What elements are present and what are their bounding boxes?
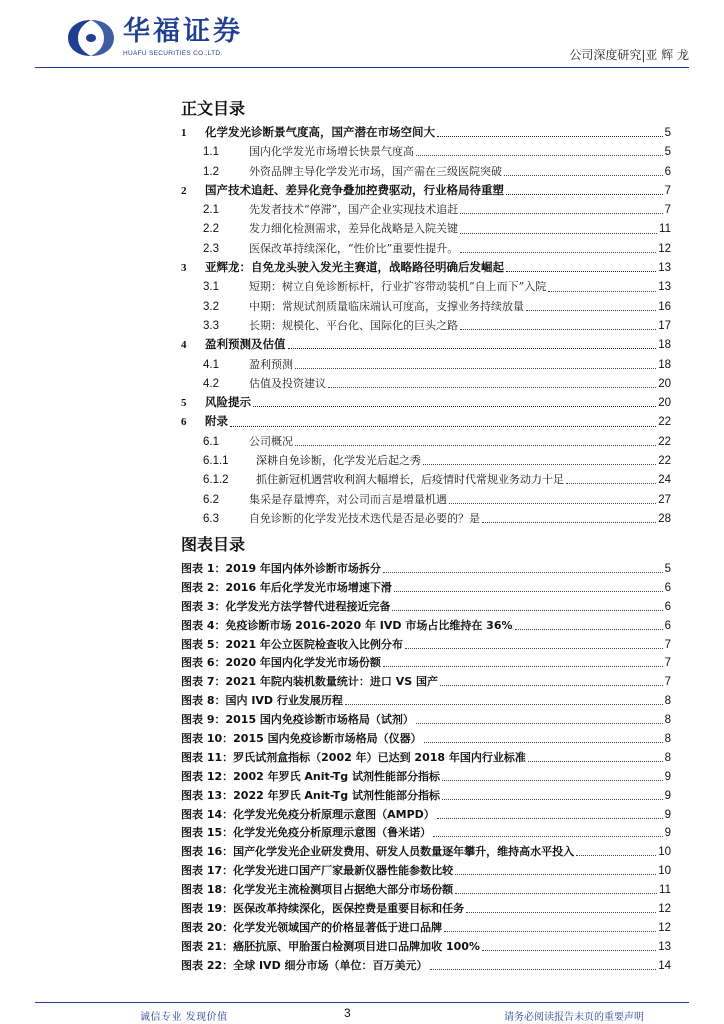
toc-entry[interactable] — [181, 259, 671, 278]
toc-entry[interactable] — [181, 356, 671, 375]
toc-entry[interactable] — [181, 124, 671, 143]
toc-entry-page: 22 — [658, 416, 671, 429]
toc-entry-page: 11 — [659, 223, 671, 236]
figure-entry[interactable] — [181, 654, 671, 673]
page-number: 3 — [344, 1006, 351, 1020]
toc-entry-title: 外资品牌主导化学发光市场，国产需在三级医院突破 — [249, 164, 502, 178]
toc-entry[interactable] — [181, 375, 671, 394]
toc-entry[interactable] — [181, 143, 671, 162]
figure-entry-page: 8 — [664, 714, 671, 727]
figure-entry[interactable] — [181, 881, 671, 900]
toc-entry[interactable] — [181, 278, 671, 297]
figure-entry-page: 8 — [664, 733, 671, 746]
dot-leader — [548, 283, 656, 292]
toc-entry[interactable] — [181, 471, 671, 490]
toc-entry-page: 16 — [658, 300, 671, 313]
dot-leader — [460, 244, 656, 253]
figure-entry-page: 13 — [658, 940, 671, 953]
page-header — [0, 0, 724, 80]
figure-entry-title: 图表 16：国产化学发光企业研发费用、研发人员数量逐年攀升，维持高水平投入 — [181, 845, 575, 859]
dot-leader — [405, 640, 663, 649]
figure-entry[interactable] — [181, 843, 671, 862]
toc-title: 正文目录 — [181, 99, 246, 118]
toc-entry-number: 6.3 — [203, 512, 219, 525]
toc-entry[interactable] — [181, 452, 671, 471]
toc-entry-title: 自免诊断的化学发光技术迭代是否是必要的？是 — [249, 511, 480, 525]
figure-entry-title: 图表 9：2015 国内免疫诊断市场格局（试剂） — [181, 713, 414, 727]
dot-leader — [437, 810, 663, 819]
dot-leader — [460, 225, 657, 234]
figure-entry-title: 图表 11：罗氏试剂盒指标（2002 年）已达到 2018 年国内行业标准 — [181, 750, 526, 764]
dot-leader — [295, 360, 656, 369]
footer-disclaimer: 请务必阅读报告末页的重要声明 — [504, 1012, 644, 1023]
toc-entry-number: 3 — [181, 262, 187, 275]
dot-leader — [328, 379, 656, 388]
toc-entry-title: 盈利预测 — [249, 357, 293, 371]
brand-name-en: HUAFU SECURITIES CO.,LTD. — [123, 50, 223, 57]
dot-leader — [442, 772, 663, 781]
figure-entry[interactable] — [181, 938, 671, 957]
figure-entry-page: 9 — [664, 827, 671, 840]
dot-leader — [253, 398, 656, 407]
figure-entry[interactable] — [181, 711, 671, 730]
figure-entry-title: 图表 2：2016 年后化学发光市场增速下滑 — [181, 580, 392, 594]
figure-entry[interactable] — [181, 636, 671, 655]
figure-entry[interactable] — [181, 692, 671, 711]
toc-entry-number: 4.2 — [203, 377, 219, 390]
figure-entry-title: 图表 1：2019 年国内体外诊断市场拆分 — [181, 562, 381, 575]
figure-entry-page: 7 — [664, 657, 671, 670]
toc-entry-number: 2.2 — [203, 223, 219, 236]
figure-entry-page: 9 — [664, 770, 671, 783]
figure-entry[interactable] — [181, 768, 671, 787]
dot-leader — [482, 514, 656, 523]
toc-entry-page: 5 — [664, 146, 671, 159]
toc-entry-page: 22 — [658, 455, 671, 468]
dot-leader — [392, 602, 662, 611]
toc-entry-title: 集采是存量博弈，对公司而言是增量机遇 — [249, 492, 447, 506]
dot-leader — [442, 791, 663, 800]
toc-entry-number: 6.1.2 — [203, 474, 229, 487]
dot-leader — [455, 885, 657, 894]
table-of-contents — [181, 124, 671, 529]
figure-entry-page: 11 — [659, 884, 671, 897]
toc-entry-title: 发力细化检测需求，差异化战略是入院关键 — [249, 222, 458, 236]
figure-entry-page: 10 — [658, 846, 671, 859]
toc-entry[interactable] — [181, 201, 671, 220]
toc-entry-title: 附录 — [205, 414, 228, 429]
figure-entry-title: 图表 8：国内 IVD 行业发展历程 — [181, 694, 343, 708]
dot-leader — [460, 205, 662, 214]
figure-entry[interactable] — [181, 617, 671, 636]
dot-leader — [383, 564, 663, 573]
toc-entry-page: 7 — [664, 204, 671, 217]
dot-leader — [528, 753, 663, 762]
footer-divider — [35, 1002, 689, 1003]
figure-entry-title: 图表 22：全球 IVD 细分市场（单位：百万美元） — [181, 958, 428, 972]
toc-entry-number: 4.1 — [203, 358, 219, 371]
dot-leader — [423, 456, 656, 465]
dot-leader — [506, 186, 663, 195]
toc-entry-number: 2 — [181, 184, 187, 197]
dot-leader — [383, 658, 663, 667]
toc-entry-page: 17 — [658, 319, 671, 332]
figure-entry-page: 6 — [664, 600, 671, 613]
figure-entry-title: 图表 14：化学发光免疫分析原理示意图（AMPD） — [181, 807, 435, 821]
toc-entry-title: 医保改革持续深化，“性价比”重要性提升。 — [249, 241, 459, 255]
toc-entry-title: 先发者技术“停滞”，国产企业实现技术追赶 — [249, 203, 459, 217]
figure-entry[interactable] — [181, 787, 671, 806]
toc-entry-title: 盈利预测及估值 — [205, 337, 286, 352]
toc-entry[interactable] — [181, 182, 671, 201]
figure-entry-title: 图表 10：2015 国内免疫诊断市场格局（仪器） — [181, 732, 422, 746]
figure-list — [181, 560, 671, 976]
toc-entry[interactable] — [181, 163, 671, 182]
dot-leader — [437, 128, 663, 137]
toc-entry[interactable] — [181, 433, 671, 452]
figure-entry-page: 7 — [664, 638, 671, 651]
toc-entry-page: 6 — [664, 165, 671, 178]
dot-leader — [576, 847, 656, 856]
figure-entry-title: 图表 3：化学发光方法学替代进程接近完备 — [181, 599, 391, 613]
toc-entry-page: 18 — [658, 339, 671, 352]
dot-leader — [295, 437, 656, 446]
figure-entry[interactable] — [181, 598, 671, 617]
figure-entry-page: 8 — [664, 751, 671, 764]
dot-leader — [440, 677, 663, 686]
toc-entry[interactable] — [181, 394, 671, 413]
logo-swirl-icon — [65, 16, 117, 60]
figure-entry-page: 8 — [664, 695, 671, 708]
figure-entry-page: 6 — [664, 581, 671, 594]
figure-entry-title: 图表 20：化学发光领域国产的价格显著低于进口品牌 — [181, 920, 443, 934]
toc-entry-page: 20 — [658, 377, 671, 390]
toc-entry-title: 风险提示 — [205, 395, 251, 410]
dot-leader — [515, 621, 663, 630]
toc-entry-number: 2.1 — [203, 204, 219, 217]
toc-entry-title: 深耕自免诊断，化学发光后起之秀 — [256, 454, 421, 468]
figure-entry-title: 图表 6：2020 年国内化学发光市场份额 — [181, 656, 381, 670]
figure-entry-page: 12 — [658, 921, 671, 934]
toc-entry-page: 18 — [658, 358, 671, 371]
figure-entry-title: 图表 19：医保改革持续深化，医保控费是重要目标和任务 — [181, 902, 465, 916]
figure-entry-page: 6 — [664, 619, 671, 632]
figure-entry[interactable] — [181, 749, 671, 768]
dot-leader — [449, 495, 656, 504]
toc-entry-page: 12 — [658, 242, 671, 255]
figure-entry[interactable] — [181, 806, 671, 825]
toc-entry-page: 28 — [658, 512, 671, 525]
dot-leader — [566, 475, 656, 484]
dot-leader — [416, 147, 663, 156]
dot-leader — [433, 828, 662, 837]
toc-entry-page: 13 — [658, 281, 671, 294]
dot-leader — [345, 696, 663, 705]
dot-leader — [430, 961, 657, 970]
dot-leader — [482, 942, 656, 951]
figure-entry-page: 9 — [664, 789, 671, 802]
toc-entry[interactable] — [181, 491, 671, 510]
dot-leader — [424, 734, 663, 743]
figure-entry[interactable] — [181, 919, 671, 938]
toc-entry-page: 24 — [658, 474, 671, 487]
brand-name-cn: 华福证券 — [123, 16, 243, 47]
figure-entry[interactable] — [181, 957, 671, 976]
figure-entry-title: 图表 15：化学发光免疫分析原理示意图（鲁米诺） — [181, 826, 432, 840]
toc-entry[interactable] — [181, 336, 671, 355]
figure-toc-title: 图表目录 — [181, 535, 246, 554]
toc-entry-page: 7 — [664, 184, 671, 197]
dot-leader — [444, 923, 656, 932]
dot-leader — [288, 340, 657, 349]
header-divider — [35, 67, 689, 68]
figure-entry-page: 5 — [664, 563, 671, 575]
figure-entry[interactable] — [181, 824, 671, 843]
dot-leader — [455, 866, 656, 875]
toc-entry-number: 5 — [181, 397, 187, 410]
toc-entry-page: 20 — [658, 397, 671, 410]
toc-entry[interactable] — [181, 317, 671, 336]
footer-slogan: 诚信专业 发现价值 — [140, 1012, 228, 1023]
toc-entry-number: 1.2 — [203, 165, 219, 178]
figure-entry-page: 9 — [664, 808, 671, 821]
figure-entry-title: 图表 21：癌胚抗原、甲胎蛋白检测项目进口品牌加收 100% — [181, 939, 480, 953]
toc-entry-page: 22 — [658, 435, 671, 448]
toc-entry[interactable] — [181, 510, 671, 529]
toc-entry-number: 4 — [181, 339, 187, 352]
figure-entry-title: 图表 13：2022 年罗氏 Anit-Tg 试剂性能部分指标 — [181, 788, 440, 802]
toc-entry-number: 1 — [181, 127, 187, 139]
dot-leader — [506, 263, 656, 272]
dot-leader — [504, 167, 663, 176]
toc-entry-number: 6.2 — [203, 493, 219, 506]
toc-entry-title: 长期：规模化、平台化、国际化的巨头之路 — [249, 318, 458, 332]
toc-entry-title: 中期：常规试剂质量临床端认可度高，支撑业务持续放量 — [249, 299, 524, 313]
toc-entry-title: 抓住新冠机遇营收利润大幅增长，后疫情时代常规业务动力十足 — [256, 473, 564, 487]
figure-entry[interactable] — [181, 730, 671, 749]
dot-leader — [230, 418, 656, 427]
toc-entry-number: 6.1.1 — [203, 455, 229, 468]
dot-leader — [416, 715, 663, 724]
toc-entry-number: 1.1 — [203, 146, 219, 159]
toc-entry-number: 2.3 — [203, 242, 219, 255]
toc-entry-page: 13 — [658, 262, 671, 275]
report-info: 公司深度研究|亚 辉 龙 — [569, 48, 689, 62]
figure-entry-title: 图表 12：2002 年罗氏 Anit-Tg 试剂性能部分指标 — [181, 769, 440, 783]
toc-entry-title: 化学发光诊断景气度高，国产潜在市场空间大 — [205, 125, 435, 139]
dot-leader — [460, 321, 656, 330]
figure-entry-page: 10 — [658, 865, 671, 878]
figure-entry-title: 图表 7：2021 年院内装机数量统计：进口 VS 国产 — [181, 675, 439, 689]
figure-entry-page: 14 — [658, 959, 671, 972]
toc-entry-number: 6.1 — [203, 435, 219, 448]
toc-entry-number: 3.2 — [203, 300, 219, 313]
toc-entry-title: 短期：树立自免诊断标杆，行业扩容带动装机“自上而下”入院 — [249, 280, 547, 294]
figure-entry-page: 7 — [664, 676, 671, 689]
toc-entry-page: 5 — [664, 127, 671, 139]
toc-entry-page: 27 — [658, 493, 671, 506]
figure-entry[interactable] — [181, 560, 671, 579]
figure-entry-title: 图表 17：化学发光进口国产厂家最新仪器性能参数比较 — [181, 864, 454, 878]
toc-entry-title: 公司概况 — [249, 434, 293, 448]
toc-entry[interactable] — [181, 413, 671, 432]
dot-leader — [394, 583, 663, 592]
toc-entry[interactable] — [181, 240, 671, 259]
toc-entry-number: 6 — [181, 416, 187, 429]
toc-entry-title: 亚辉龙：自免龙头驶入发光主赛道，战略路径明确后发崛起 — [205, 260, 504, 275]
figure-entry-title: 图表 5：2021 年公立医院检查收入比例分布 — [181, 637, 403, 651]
figure-entry[interactable] — [181, 862, 671, 881]
company-logo — [65, 16, 245, 62]
toc-entry[interactable] — [181, 220, 671, 239]
figure-entry[interactable] — [181, 579, 671, 598]
toc-entry-number: 3.1 — [203, 281, 219, 294]
toc-entry-title: 国内化学发光市场增长快景气度高 — [249, 145, 414, 159]
figure-entry-title: 图表 18：化学发光主流检测项目占据绝大部分市场份额 — [181, 883, 454, 897]
figure-entry-page: 12 — [658, 903, 671, 916]
toc-entry-title: 国产技术追赶、差异化竞争叠加控费驱动，行业格局待重塑 — [205, 182, 504, 197]
dot-leader — [526, 302, 656, 311]
figure-entry[interactable] — [181, 900, 671, 919]
dot-leader — [466, 904, 656, 913]
figure-entry[interactable] — [181, 673, 671, 692]
figure-entry-title: 图表 4：免疫诊断市场 2016-2020 年 IVD 市场占比维持在 36% — [181, 618, 513, 632]
toc-entry-number: 3.3 — [203, 319, 219, 332]
toc-entry[interactable] — [181, 298, 671, 317]
toc-entry-title: 估值及投资建议 — [249, 376, 326, 390]
